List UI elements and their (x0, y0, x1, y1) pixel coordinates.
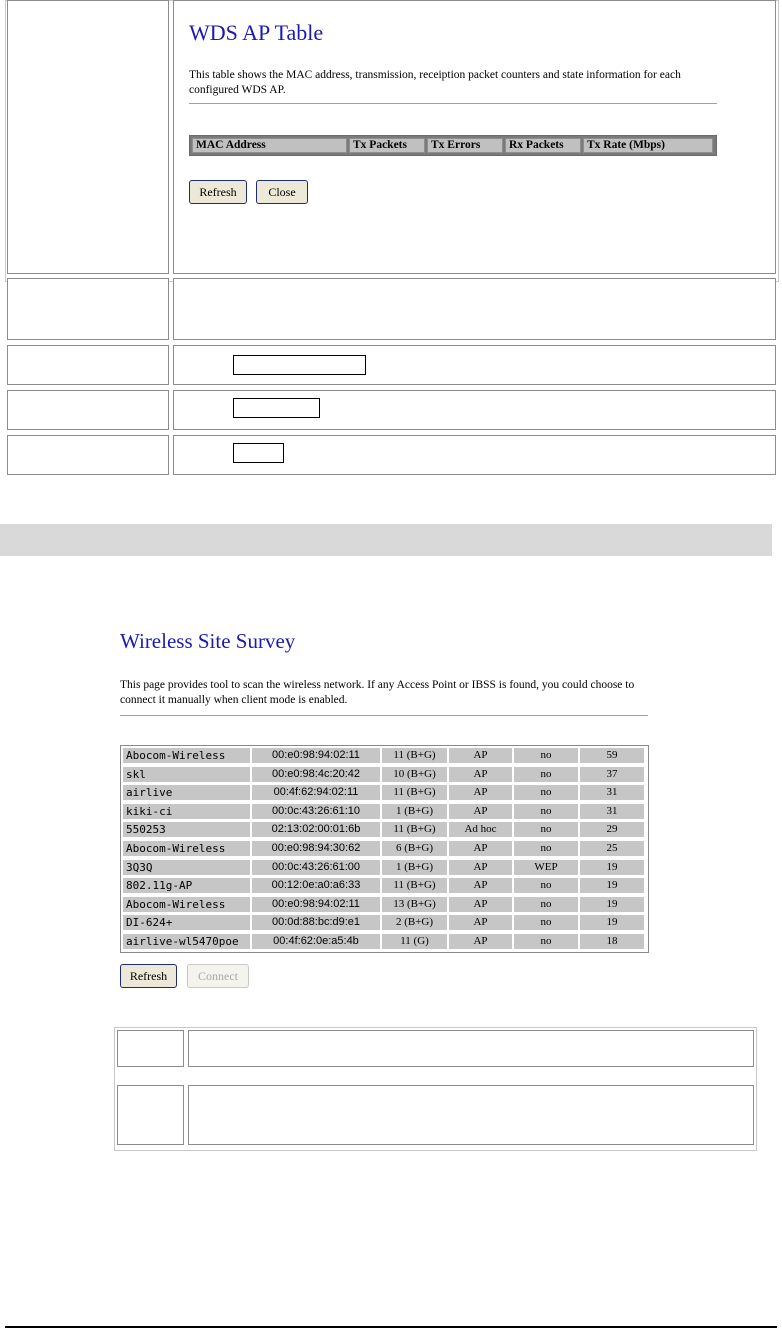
cell-type: AP (449, 915, 512, 930)
cell-encrypt: WEP (514, 860, 578, 875)
cell-channel: 1 (B+G) (382, 860, 447, 875)
cell-type: AP (449, 860, 512, 875)
cell-bssid: 00:e0:98:94:02:11 (252, 748, 380, 763)
cell-encrypt: no (514, 767, 578, 782)
row4-inline-box (233, 398, 320, 418)
survey-title: Wireless Site Survey (120, 629, 296, 653)
cell-bssid: 00:0c:43:26:61:00 (252, 860, 380, 875)
cell-bssid: 00:e0:98:94:02:11 (252, 897, 380, 912)
page-footer-rule (5, 1326, 777, 1328)
cell-type: AP (449, 841, 512, 856)
cell-bssid: 00:4f:62:0e:a5:4b (252, 934, 380, 949)
bottom-row2-label-cell (117, 1085, 184, 1145)
cell-signal: 29 (580, 822, 644, 837)
cell-signal: 37 (580, 767, 644, 782)
cell-bssid: 00:e0:98:94:30:62 (252, 841, 380, 856)
cell-ssid: skl (123, 767, 250, 782)
row2-right-cell (173, 278, 776, 340)
col-mac-address: MAC Address (192, 138, 347, 153)
cell-encrypt: no (514, 748, 578, 763)
col-rx-packets: Rx Packets (505, 138, 581, 153)
cell-type: Ad hoc (449, 822, 512, 837)
cell-ssid: 550253 (123, 822, 250, 837)
cell-signal: 59 (580, 748, 644, 763)
cell-signal: 19 (580, 915, 644, 930)
col-tx-packets: Tx Packets (349, 138, 425, 153)
cell-signal: 31 (580, 785, 644, 800)
cell-encrypt: no (514, 934, 578, 949)
cell-bssid: 00:e0:98:4c:20:42 (252, 767, 380, 782)
cell-signal: 19 (580, 860, 644, 875)
cell-channel: 6 (B+G) (382, 841, 447, 856)
cell-type: AP (449, 785, 512, 800)
cell-channel: 11 (B+G) (382, 822, 447, 837)
cell-channel: 11 (B+G) (382, 878, 447, 893)
row5-left-cell (7, 435, 169, 475)
cell-encrypt: no (514, 841, 578, 856)
cell-type: AP (449, 804, 512, 819)
cell-type: AP (449, 748, 512, 763)
cell-type: AP (449, 934, 512, 949)
cell-channel: 2 (B+G) (382, 915, 447, 930)
cell-signal: 18 (580, 934, 644, 949)
wds-left-cell (7, 0, 169, 274)
cell-channel: 1 (B+G) (382, 804, 447, 819)
cell-ssid: 3Q3Q (123, 860, 250, 875)
cell-ssid: Abocom-Wireless (123, 841, 250, 856)
cell-signal: 31 (580, 804, 644, 819)
cell-ssid: Abocom-Wireless (123, 748, 250, 763)
cell-signal: 19 (580, 878, 644, 893)
cell-type: AP (449, 878, 512, 893)
row3-inline-box (233, 355, 366, 375)
cell-ssid: Abocom-Wireless (123, 897, 250, 912)
cell-encrypt: no (514, 915, 578, 930)
cell-ssid: airlive-wl5470poe (123, 934, 250, 949)
wds-title: WDS AP Table (189, 20, 324, 45)
cell-ssid: 802.11g-AP (123, 878, 250, 893)
survey-connect-button[interactable]: Connect (187, 964, 249, 988)
cell-signal: 25 (580, 841, 644, 856)
cell-encrypt: no (514, 822, 578, 837)
section-header-bar (0, 524, 772, 556)
cell-channel: 11 (B+G) (382, 785, 447, 800)
wds-description: This table shows the MAC address, transmission, receiption packet counters and state information for each configured WDS AP. (189, 69, 681, 96)
cell-bssid: 00:0d:88:bc:d9:e1 (252, 915, 380, 930)
cell-type: AP (449, 767, 512, 782)
cell-bssid: 00:4f:62:94:02:11 (252, 785, 380, 800)
cell-ssid: airlive (123, 785, 250, 800)
wds-close-button[interactable]: Close (256, 180, 308, 204)
col-tx-rate: Tx Rate (Mbps) (583, 138, 713, 153)
cell-encrypt: no (514, 804, 578, 819)
cell-bssid: 00:0c:43:26:61:10 (252, 804, 380, 819)
cell-channel: 10 (B+G) (382, 767, 447, 782)
wds-table-header (189, 135, 717, 156)
cell-ssid: kiki-ci (123, 804, 250, 819)
bottom-row2-value-cell (188, 1085, 754, 1145)
cell-type: AP (449, 897, 512, 912)
cell-ssid: DI-624+ (123, 915, 250, 930)
cell-channel: 11 (G) (382, 934, 447, 949)
cell-bssid: 02:13:02:00:01:6b (252, 822, 380, 837)
row3-left-cell (7, 345, 169, 385)
cell-encrypt: no (514, 897, 578, 912)
cell-encrypt: no (514, 878, 578, 893)
bottom-row1-label-cell (117, 1030, 184, 1067)
row4-left-cell (7, 390, 169, 430)
survey-refresh-button[interactable]: Refresh (120, 964, 177, 988)
wds-divider (189, 103, 717, 104)
col-tx-errors: Tx Errors (427, 138, 503, 153)
row5-inline-box (233, 443, 284, 463)
cell-channel: 11 (B+G) (382, 748, 447, 763)
cell-bssid: 00:12:0e:a0:a6:33 (252, 878, 380, 893)
survey-description: This page provides tool to scan the wireless network. If any Access Point or IBSS is found, you could choose to connect it manually when client mode is enabled. (120, 679, 635, 706)
bottom-row1-value-cell (188, 1030, 754, 1067)
cell-signal: 19 (580, 897, 644, 912)
cell-channel: 13 (B+G) (382, 897, 447, 912)
row2-left-cell (7, 278, 169, 340)
cell-encrypt: no (514, 785, 578, 800)
wds-refresh-button[interactable]: Refresh (189, 180, 247, 204)
